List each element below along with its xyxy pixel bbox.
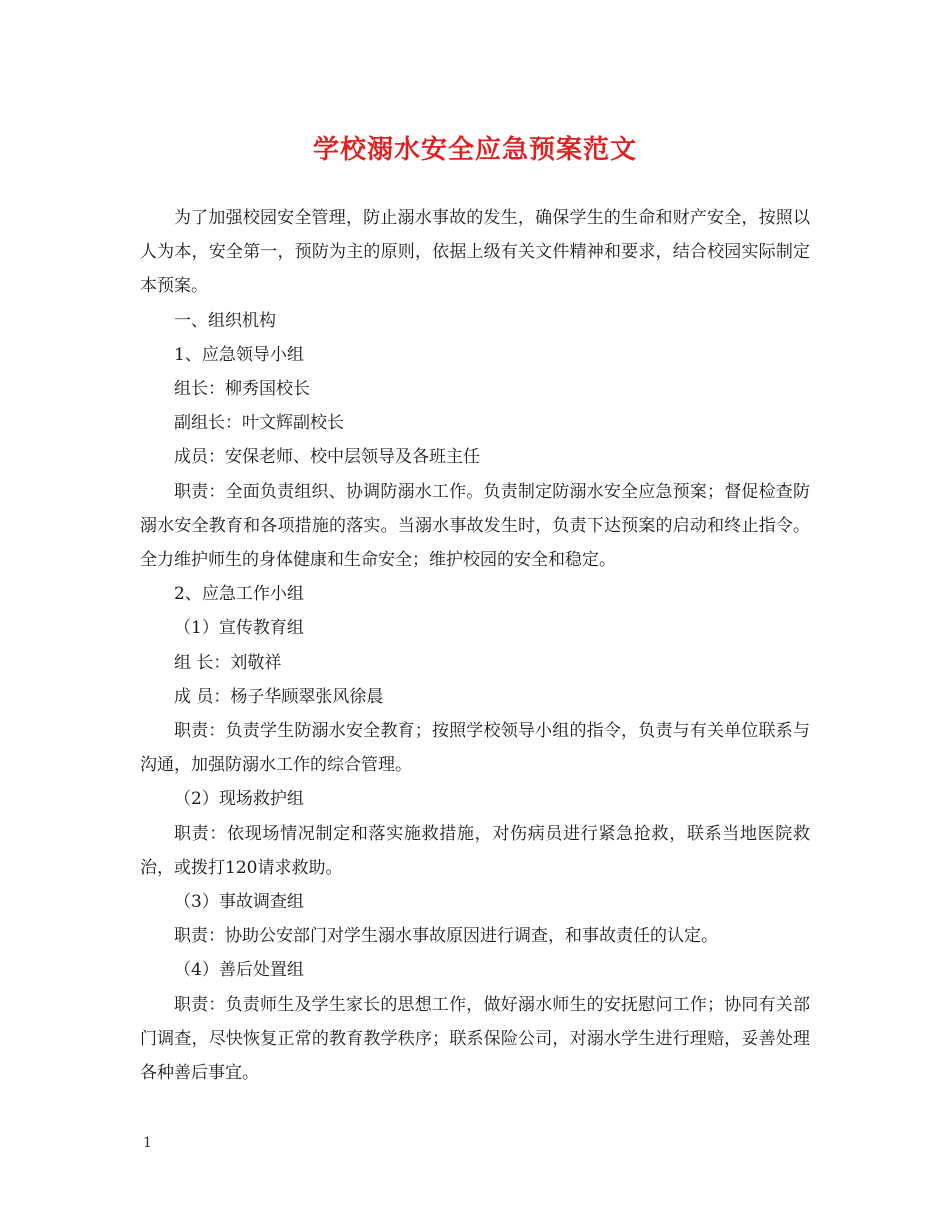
paragraph-duties: 职责：依现场情况制定和落实施救措施，对伤病员进行紧急抢救，联系当地医院救治，或拨打120请求救助。 (140, 823, 810, 878)
group-heading: （2）现场救护组 (174, 789, 304, 810)
document-title: 学校溺水安全应急预案范文 (312, 135, 637, 165)
page-number: 1 (143, 1135, 152, 1151)
group-heading: （3）事故调查组 (174, 892, 304, 913)
paragraph-line: 组 长：刘敬祥 (174, 652, 282, 673)
document-body (140, 201, 810, 1090)
paragraph-duties: 职责：负责学生防溺水安全教育；按照学校领导小组的指令，负责与有关单位联系与沟通，加强防溺水工作的综合管理。 (140, 721, 810, 776)
paragraph-line: 组长：柳秀国校长 (174, 379, 310, 400)
paragraph-duties: 职责：协助公安部门对学生溺水事故原因进行调查，和事故责任的认定。 (174, 926, 718, 947)
paragraph-line: 副组长：叶文辉副校长 (174, 413, 344, 434)
group-heading: （1）宣传教育组 (174, 618, 304, 639)
paragraph-line: 成员：安保老师、校中层领导及各班主任 (174, 447, 480, 468)
paragraph-duties: 职责：全面负责组织、协调防溺水工作。负责制定防溺水安全应急预案；督促检查防溺水安全教育和各项措施的落实。当溺水事故发生时，负责下达预案的启动和终止指令。全力维护师生的身体健康和生命安全；维护校园的安全和稳定。 (140, 481, 810, 571)
subsection-heading: 2、应急工作小组 (174, 584, 304, 605)
paragraph-intro: 为了加强校园安全管理，防止溺水事故的发生，确保学生的生命和财产安全，按照以人为本，安全第一，预防为主的原则，依据上级有关文件精神和要求，结合校园实际制定本预案。 (140, 208, 810, 297)
subsection-heading: 1、应急领导小组 (174, 344, 304, 365)
paragraph-duties: 职责：负责师生及学生家长的思想工作，做好溺水师生的安抚慰问工作；协同有关部门调查，尽快恢复正常的教育教学秩序；联系保险公司，对溺水学生进行理赔，妥善处理各种善后事宜。 (140, 994, 810, 1084)
group-heading: （4）善后处置组 (174, 960, 304, 981)
section-heading: 一、组织机构 (174, 310, 276, 331)
paragraph-line: 成 员：杨子华顾翠张风徐晨 (174, 686, 384, 707)
